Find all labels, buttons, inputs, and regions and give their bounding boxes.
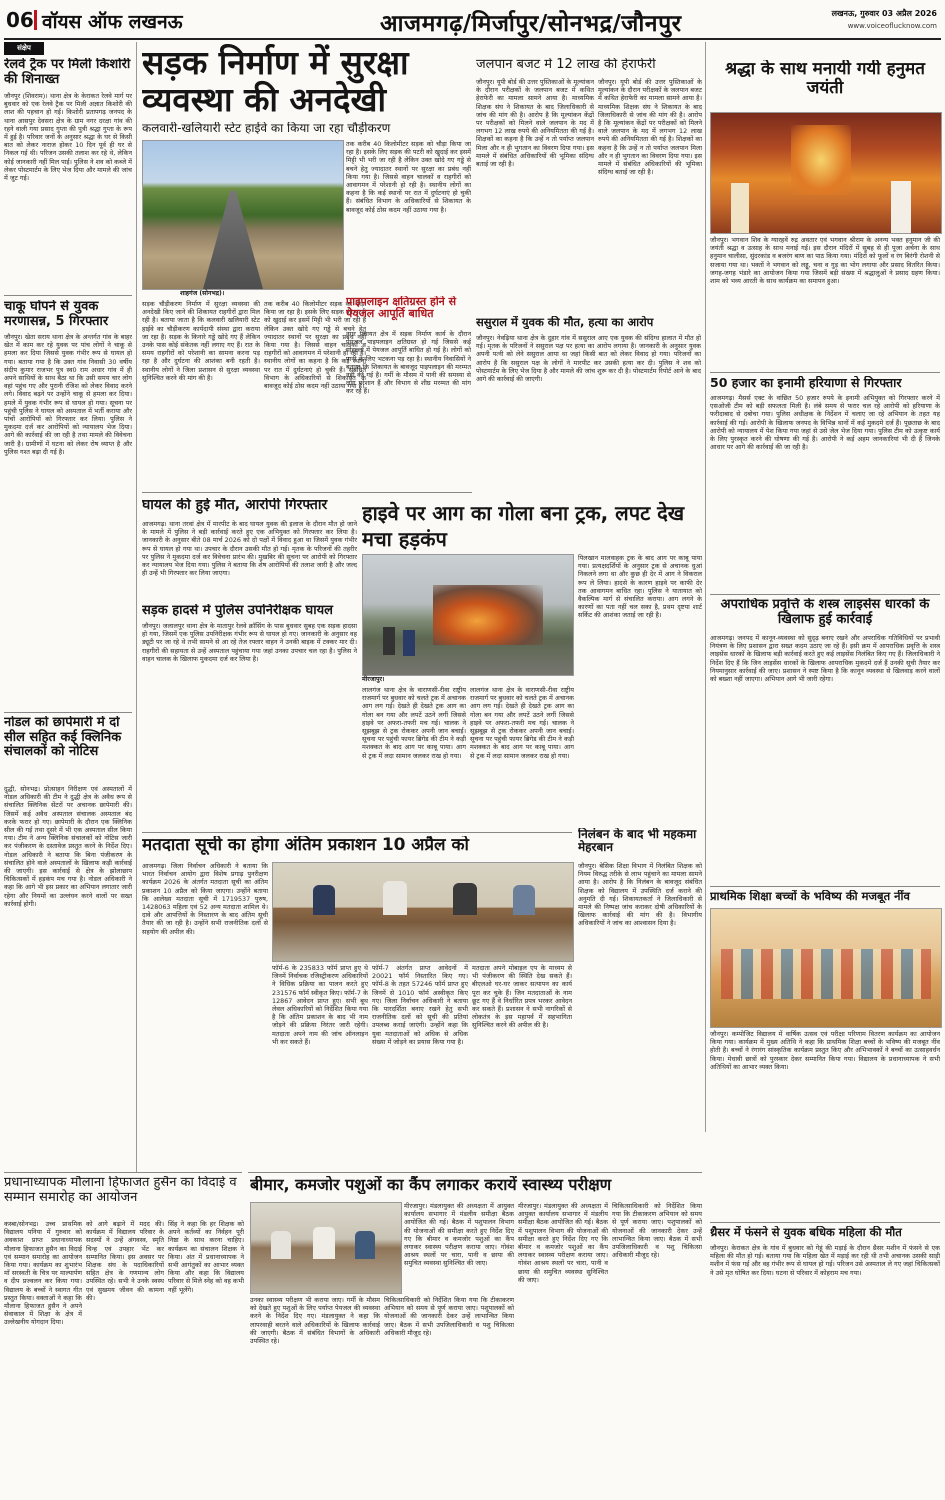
school-event-photo [710, 908, 942, 1028]
in-laws-text: जौनपुर। नेवढ़िया थाना क्षेत्र के दुहार गांव में ससुराल आए एक युवक की संदिग्ध हालात में मौत हो गई। मृतक के परिजनों ने ससुराल पक्ष पर हत्या का आरोप लगाया है। जानकारी के अनुसार युवक अपनी पत्नी को लेने ससुराल आया था जहां किसी बात को लेकर विवाद हो गया। परिजनों का आरोप है कि ससुराल पक्ष के लोगों ने मारपीट कर उसकी हत्या कर दी। पुलिस ने शव को पोस्टमार्टम के लिए भेज दिया है और मामले की जांच शुरू कर दी है। पोस्टमार्टम रिपोर्ट आने के बाद आगे की कार्रवाई की जाएगी। [476, 334, 701, 384]
dateline: लखनऊ, गुरुवार 03 अप्रैल 2026 [831, 9, 937, 18]
voter-headline: मतदाता सूची का होगा अंतिम प्रकाशन 10 अप्रैल को [142, 836, 469, 855]
hanuman-text: जौनपुर। भगवान शिव के ग्यारहवें रुद्र अवतार एवं भगवान श्रीराम के अनन्य भक्त हनुमान जी की जयंती श्रद्धा व उत्साह के साथ मनाई गई। इस दौरान मंदिरों में सुबह से ही पूजा अर्चना के साथ हनुमान चालीसा, सुंदरकांड व बजरंग बाण का पाठ किया गया। मंदिरों को फूलों व रंग बिरंगी रोशनी से सजाया गया था। भक्तों ने भगवान को लड्डू, चना व गुड़ का भोग लगाया और प्रसाद वितरित किया। जगह-जगह भंडारे का आयोजन किया गया जिसमें बड़ी संख्या में श्रद्धालुओं ने प्रसाद ग्रहण किया। शाम को भव्य आरती के साथ कार्यक्रम का समापन हुआ। [710, 236, 940, 286]
primary-education-text: जौनपुर। कम्पोजिट विद्यालय में वार्षिक उत्सव एवं परीक्षा परिणाम वितरण कार्यक्रम का आयोजन किया गया। कार्यक्रम में मुख्य अतिथि ने कहा कि प्राथमिक शिक्षा बच्चों के भविष्य की मजबूत नींव होती है। बच्चों ने रंगारंग सांस्कृतिक कार्यक्रम प्रस्तुत किए और अभिभावकों ने बच्चों का उत्साहवर्धन किया। मेधावी छात्रों को पुरस्कार देकर सम्मानित किया गया। विद्यालय के प्रधानाध्यापक ने सभी अतिथियों का आभार व्यक्त किया। [710, 1030, 940, 1071]
divider [142, 832, 572, 833]
divider [4, 295, 132, 296]
masthead-rule [4, 38, 941, 40]
vet-headline: बीमार, कमजोर पशुओं का कैंप लगाकर करायें स्वास्थ्य परीक्षण [250, 1176, 612, 1194]
budget-text-1: जौनपुर। यूपी बोर्ड की उत्तर पुस्तिकाओं के मूल्यांकन के दौरान परीक्षकों के जलपान बजट में कथित हेराफेरी का मामला सामने आया है। माध्यमिक शिक्षक संघ ने शिकायत के बाद जिलाधिकारी से जांच की मांग की है। आरोप है कि मूल्यांकन केंद्रों पर परीक्षकों को मिलने वाले जलपान के मद में लगभग 12 लाख रुपये की अनियमितता की गई है। शिक्षकों का कहना है कि उन्हें न तो पर्याप्त जलपान मिला और न ही भुगतान का विवरण दिया गया। इस मामले में संबंधित अधिकारियों की भूमिका संदिग्ध बताई जा रही है। [476, 78, 594, 169]
in-laws-headline: ससुराल में युवक की मौत, हत्या का आरोप [476, 316, 654, 329]
voter-text-2: फॉर्म-6 के 235833 फॉर्म प्राप्त हुए थे जिनमें निर्वाचक रजिस्ट्रीकरण अधिकारियों ने विधिक प्रक्रिया का पालन करते हुए 231576 फॉर्म स्वीकृत किए। फॉर्म-7 के 12867 आवेदन प्राप्त हुए। सभी बूथ लेवल अधिकारियों को निर्देशित किया गया है कि अंतिम प्रकाशन के बाद भी नाम जोड़ने की प्रक्रिया निरंतर जारी रहेगी। मतदाता अपने नाम की जांच ऑनलाइन भी कर सकते हैं। [272, 964, 368, 1046]
brief-headline-3: नोडल को छापेमारी में दो सील सहित कई क्लिनिक संचालकों को नोटिस [4, 716, 122, 760]
road-headline: सड़क निर्माण में सुरक्षा व्यवस्था की अनदेखी [142, 44, 409, 118]
region-title: आजमगढ़/मिर्जापुर/सोनभद्र/जौनपुर [380, 11, 682, 37]
voter-text-3: फॉर्म-7 अंतर्गत प्राप्त आवेदनों में 20021 फॉर्म निस्तारित किए गए। फॉर्म-8 के तहत 57246 फॉर्म प्राप्त हुए जिनमें से 1010 फॉर्म अस्वीकृत किए गए। जिला निर्वाचन अधिकारी ने बताया कि पारदर्शिता बनाए रखने हेतु सभी राजनीतिक दलों को सूची की प्रतियां उपलब्ध कराई जाएंगी। उन्होंने कहा कि युवा मतदाताओं को अधिक से अधिक संख्या में जोड़ने का प्रयास किया गया है। [372, 964, 468, 1046]
vet-text-4: मीरजापुर। मंडलायुक्त की अध्यक्षता में आयुक्त कार्यालय सभागार में मंडलीय समीक्षा बैठक आयोजित की गई। बैठक में पशुपालन विभाग की योजनाओं की समीक्षा करते हुए निर्देश दिए गए कि बीमार व कमजोर पशुओं का कैंप लगाकर स्वास्थ्य परीक्षण कराया जाए। गोवंश आश्रय स्थलों पर चारा, पानी व छाया की समुचित व्यवस्था सुनिश्चित की जाए। [518, 1202, 608, 1284]
primary-education-headline: प्राथमिक शिक्षा बच्चों के भविष्य की मजबूत नींव [710, 890, 910, 903]
voter-text-4: मतदाता अपने मोबाइल एप के माध्यम से भी पंजीकरण की स्थिति देख सकते हैं। बीएलओ घर-घर जाकर सत्यापन का कार्य पूरा कर चुके हैं। जिन मतदाताओं के नाम छूट गए हैं वे निर्धारित प्रपत्र भरकर आवेदन कर सकते हैं। प्रशासन ने सभी नागरिकों से लोकतंत्र के इस महापर्व में सहभागिता सुनिश्चित करने की अपील की है। [472, 964, 572, 1030]
brief-headline-1: रेलवे ट्रैक पर मिली किशोरी की शिनाख्त [4, 58, 131, 87]
accident-headline: सड़क हादसे में पुलिस उपनिरीक्षक घायल [142, 604, 333, 618]
farewell-text-1: कस्बा/सोनभद्र। उच्च प्राथमिक विद्यालय पनिया में गुरुवार को अवकाश प्राप्त प्रधानाध्यापक मौलाना हिफाजत हुसैन का विदाई एवं सम्मान समारोह का आयोजन किया गया। कार्यक्रम का शुभारंभ माँ सरस्वती के चित्र पर माल्यार्पण व दीप प्रज्वलन कर किया गया। विद्यालय के बच्चों ने स्वागत गीत प्रस्तुत किया। वक्ताओं ने कहा कि मौलाना हिफाजत हुसैन ने अपने सेवाकाल में शिक्षा के क्षेत्र में उल्लेखनीय योगदान दिया। [4, 1220, 82, 1327]
road-subhead: कलवारी-खलियारी स्टेट हाईवे का किया जा रहा चौड़ीकरण [142, 122, 391, 135]
vet-meeting-photo [250, 1202, 402, 1294]
divider [710, 886, 940, 887]
divider [248, 1172, 702, 1173]
page-number: 06 [6, 8, 34, 32]
hanuman-headline: श्रद्धा के साथ मनायी गयी हनुमत जयंती [725, 60, 925, 99]
farewell-text-2: को आगे बढ़ाने में मदद की। कार्यक्रम में विद्यालय परिवार के सदस्यों ने उन्हें अंगवस्त्र, स्मृति चिन्ह एवं उपहार भेंट कर सम्मानित किया। इस अवसर पर शिक्षक संघ के पदाधिकारियों सहित क्षेत्र के गणमान्य लोग उपस्थित रहे। सभी ने उनके स्वस्थ एवं सुखमय जीवन की कामना की। [86, 1220, 164, 1302]
voter-text-1: आजमगढ़। जिला निर्वाचन अधिकारी ने बताया कि भारत निर्वाचन आयोग द्वारा विशेष प्रगाढ़ पुनरीक्षण कार्यक्रम 2026 के अंतर्गत मतदाता सूची का अंतिम प्रकाशन 10 अप्रैल को किया जाएगा। उन्होंने बताया कि आलेख्य मतदाता सूची में 1719537 पुरुष, 1428063 महिला एवं 52 अन्य मतदाता शामिल थे। दावे और आपत्तियों के निस्तारण के बाद अंतिम सूची तैयार की जा रही है। उन्होंने सभी राजनीतिक दलों से सहयोग की अपील की। [142, 862, 268, 936]
thresher-text: जौनपुर। केराकत क्षेत्र के गांव में बुधवार को गेहूं की मड़ाई के दौरान थ्रैसर मशीन में फंसने से एक महिला की मौत हो गई। बताया गया कि महिला खेत में मड़ाई कर रही थी तभी अचानक उसकी साड़ी मशीन में फंस गई और वह गंभीर रूप से घायल हो गई। परिजन उसे अस्पताल ले गए जहां चिकित्सकों ने उसे मृत घोषित कर दिया। घटना से परिवार में कोहराम मच गया। [710, 1244, 940, 1277]
arms-license-text: आजमगढ़। जनपद में कानून-व्यवस्था को सुदृढ़ बनाए रखने और अपराधिक गतिविधियों पर प्रभावी नियंत्रण के लिए प्रशासन द्वारा सख्त कदम उठाए जा रहे हैं। इसी क्रम में आपराधिक प्रवृत्ति के शस्त्र लाइसेंस धारकों के खिलाफ बड़ी कार्रवाई करते हुए कई लाइसेंस निलंबित किए गए हैं। जिलाधिकारी ने निर्देश दिए हैं कि जिन लाइसेंस धारकों के खिलाफ आपराधिक मुकदमे दर्ज हैं उनकी सूची तैयार कर नियमानुसार कार्रवाई की जाए। प्रशासन ने स्पष्ट किया है कि कानून व्यवस्था से खिलवाड़ करने वालों को बख्शा नहीं जाएगा। अभियान आगे भी जारी रहेगा। [710, 634, 940, 684]
suspension-headline: निलंबन के बाद भी महकमा मेहरबान [578, 828, 697, 855]
fire-text-3: पिलखान मालवाहक ट्रक के बाद आग पर काबू पाया गया। प्रत्यक्षदर्शियों के अनुसार ट्रक से अचानक धुआं निकलने लगा था और कुछ ही देर में आग ने विकराल रूप ले लिया। हादसे के कारण हाइवे पर काफी देर तक आवागमन बाधित रहा। पुलिस ने यातायात को वैकल्पिक मार्ग से संचालित कराया। आग लगने के कारणों का पता नहीं चल सका है, प्रथम दृष्टया शार्ट सर्किट की आशंका जताई जा रही है। [578, 554, 702, 620]
brief-text-2: जौनपुर। खेता सराय थाना क्षेत्र के अन्तर्गत गांव के बाहर खेत में काम कर रहे युवक पर पांच लोगों ने चाकू से हमला कर दिया जिससे युवक गंभीर रूप से घायल हो गया। बताया गया है कि उक्त गांव निवासी 30 वर्षीय संदीप कुमार राजभर पुत्र स्व0 राम अधार गांव में ही अपने साथियों के साथ बैठा था कि उसी समय चार लोग वहां पहुंच गए और पुरानी रंजिश को लेकर विवाद करने लगे। विवाद बढ़ने पर उन्होंने चाकू से हमला कर दिया। हमले में युवक गंभीर रूप से घायल हो गया। सूचना पर पहुंची पुलिस ने घायल को अस्पताल में भर्ती कराया और पांचों आरोपियों को गिरफ्तार कर लिया। पुलिस ने मुकदमा दर्ज कर आरोपियों को न्यायालय भेज दिया। आगे की कार्रवाई की जा रही है तथा मामले की विवेचना जारी है। ग्रामीणों में घटना को लेकर रोष व्याप्त है और पुलिस गश्त बढ़ा दी गई है। [4, 333, 132, 456]
hanuman-photo [710, 112, 942, 234]
brief-headline-2: चाकू घोंपने से युवक मरणासन्न, 5 गिरफ्तार [4, 300, 109, 329]
vet-text-5: चिकित्साधिकारी को निर्देशित किया गया कि टीकाकरण अभियान को समय से पूर्ण कराया जाए। पशुपालकों को योजनाओं की जानकारी देकर उन्हें लाभान्वित किया जाए। बैठक में सभी उपजिलाधिकारी व पशु चिकित्सा अधिकारी मौजूद रहे। [612, 1202, 702, 1260]
farewell-text-3: सिंह ने कहा कि हर शिक्षक को अपने कर्तव्यों का निर्वहन पूरी निष्ठा के साथ करना चाहिए। कार्यक्रम का संचालन शिक्षक ने किया। अंत में प्रधानाध्यापक ने सभी आगंतुकों का आभार व्यक्त किया और कहा कि विद्यालय परिवार से मिले स्नेह को वह कभी नहीं भूलेंगे। [168, 1220, 244, 1294]
suspension-text: जौनपुर। बेसिक शिक्षा विभाग में निलंबित शिक्षक को नियम विरुद्ध तरीके से लाभ पहुंचाने का मामला सामने आया है। आरोप है कि निलंबन के बावजूद संबंधित शिक्षक को विद्यालय में उपस्थिति दर्ज कराने की अनुमति दी गई। शिकायतकर्ता ने जिलाधिकारी से मामले की निष्पक्ष जांच कराकर दोषी अधिकारियों के खिलाफ कार्रवाई की मांग की है। विभागीय अधिकारियों ने जांच का आश्वासन दिया है। [578, 862, 702, 928]
fire-photo-caption: मीरजापुर। [362, 676, 385, 683]
pipeline-headline: पाइपलाइन क्षतिग्रस्त होने से पेयजल आपूर्ति बाधित [346, 296, 457, 321]
brief-text-3: दुद्धी, सोनभद्र। प्रोत्साहन निरीक्षण एवं अस्पतालों में नोडल अधिकारी की टीम ने दुद्धी क्षेत्र के अवैध रूप से संचालित क्लिनिक सेंटरों पर अचानक छापेमारी की। जिसमें कई अवैध अस्पताल संचालक अस्पताल बंद करके फरार हो गए। छापेमारी के दौरान एक क्लिनिक सील की गई तथा दूसरे में भी एक अस्पताल सील किया गया। टीम ने अन्य क्लिनिक संचालकों को नोटिस जारी कर पंजीकरण के दस्तावेज प्रस्तुत करने के निर्देश दिए। नोडल अधिकारी ने बताया कि बिना पंजीकरण के संचालित होने वाले अस्पतालों के खिलाफ कड़ी कार्रवाई की जाएगी। इस कार्रवाई से क्षेत्र के झोलाछाप चिकित्सकों में हड़कंप मच गया है। नोडल अधिकारी ने कहा कि आगे भी इस प्रकार का अभियान लगातार जारी रहेगा और नियमों का उल्लंघन करने वालों पर सख्त कार्रवाई होगी। [4, 785, 132, 908]
budget-text-2: जौनपुर। यूपी बोर्ड की उत्तर पुस्तिकाओं के मूल्यांकन के दौरान परीक्षकों के जलपान बजट में कथित हेराफेरी का मामला सामने आया है। माध्यमिक शिक्षक संघ ने शिकायत के बाद जिलाधिकारी से जांच की मांग की है। आरोप है कि मूल्यांकन केंद्रों पर परीक्षकों को मिलने वाले जलपान के मद में लगभग 12 लाख रुपये की अनियमितता की गई है। शिक्षकों का कहना है कि उन्हें न तो पर्याप्त जलपान मिला और न ही भुगतान का विवरण दिया गया। इस मामले में संबंधित अधिकारियों की भूमिका संदिग्ध बताई जा रही है। [598, 78, 702, 177]
injured-death-headline: घायल की हुई मौत, आरोपी गिरफ्तार [142, 498, 328, 513]
road-text-2: तक करीब 40 किलोमीटर सड़क को चौड़ा किया जा रहा है। इसके लिए सड़क की पटरी को खुदाई कर इसमें मिट्टी भी भरी जा रही है लेकिन उक्त खोदे गए गड्ढे से बचने हेतु ज्यादातर स्थानों पर सुरक्षा का प्रबंध नहीं किया गया है। जिससे वाहन चालकों व राहगीरों को आवागमन में परेशानी हो रही है। स्थानीय लोगों का कहना है कि कई स्थानों पर रात में दुर्घटनाएं हो चुकी हैं। संबंधित विभाग के अधिकारियों से शिकायत के बावजूद कोई ठोस कदम नहीं उठाया गया है। [264, 300, 366, 391]
divider [710, 1222, 940, 1223]
fire-headline: हाइवे पर आग का गोला बना ट्रक, लपट देख मचा हड़कंप [362, 501, 685, 551]
reward-arrest-text: आजमगढ़। मैसर्स एक्ट के वांछित 50 हजार रुपये के इनामी अभियुक्त को गिरफ्तार करने में एसओजी टीम को बड़ी सफलता मिली है। लंबे समय से फरार चल रहे आरोपी को हरियाणा के फरीदाबाद से दबोचा गया। पुलिस अधीक्षक के निर्देशन में चलाए जा रहे अभियान के तहत यह कार्रवाई की गई। आरोपी के खिलाफ जनपद के विभिन्न थानों में कई मुकदमे दर्ज हैं। पूछताछ के बाद आरोपी को न्यायालय में पेश किया गया जहां से उसे जेल भेज दिया गया। पुलिस टीम को उत्कृष्ट कार्य के लिए पुरस्कृत करने की घोषणा की गई है। आरोपी ने कई अहम जानकारियां भी दी हैं जिनके आधार पर आगे की कार्रवाई की जा रही है। [710, 394, 940, 452]
briefs-label [4, 42, 44, 55]
vet-text-2: उनका स्वास्थ्य परीक्षण भी कराया जाए। गर्मी के मौसम को देखते हुए पशुओं के लिए पर्याप्त पेयजल की व्यवस्था करने के निर्देश दिए गए। मंडलायुक्त ने कहा कि लापरवाही बरतने वाले अधिकारियों के खिलाफ कार्रवाई की जाएगी। बैठक में संबंधित विभागों के अधिकारी उपस्थित रहे। [250, 1296, 380, 1346]
road-photo-caption: शाहगंज (सोनभद्र)। [180, 290, 225, 297]
column-rule [136, 42, 137, 1172]
vet-text-3: चिकित्साधिकारी को निर्देशित किया गया कि टीकाकरण अभियान को समय से पूर्ण कराया जाए। पशुपालकों को योजनाओं की जानकारी देकर उन्हें लाभान्वित किया जाए। बैठक में सभी उपजिलाधिकारी व पशु चिकित्सा अधिकारी मौजूद रहे। [384, 1296, 514, 1337]
column-rule [705, 42, 706, 1132]
briefs-label-text: संक्षेप [17, 44, 31, 52]
voter-meeting-photo [272, 862, 574, 962]
divider [710, 372, 940, 373]
farewell-headline: प्रधानाध्यापक मौलाना हिफाजत हुसैन का विदाई व सम्मान समारोह का आयोजन [4, 1176, 237, 1205]
road-text-1: सड़क चौड़ीकरण निर्माण में सुरक्षा व्यवस्था की अनदेखी किए जाने की शिकायत राहगीरों द्वारा मिल रही है। बताया जाता है कि कलवारी खलियारी स्टेट हाईवे का चौड़ीकरण कार्यदायी संस्था द्वारा कराया जा रहा है। सड़क के किनारे गड्ढे खोदे गए हैं लेकिन उनके पास कोई संकेतक नहीं लगाए गए हैं। रात के समय राहगीरों को परेशानी का सामना करना पड़ रहा है और दुर्घटना की आशंका बनी रहती है। स्थानीय लोगों ने जिला प्रशासन से सुरक्षा व्यवस्था सुनिश्चित करने की मांग की है। [142, 300, 260, 382]
pipeline-text: नगर पंचायत क्षेत्र में सड़क निर्माण कार्य के दौरान पेयजल पाइपलाइन क्षतिग्रस्त हो गई जिससे कई मोहल्लों में पेयजल आपूर्ति बाधित हो गई है। लोगों को पानी के लिए भटकना पड़ रहा है। स्थानीय निवासियों ने बताया कि शिकायत के बावजूद पाइपलाइन की मरम्मत नहीं की गई है। गर्मी के मौसम में पानी की समस्या से लोग परेशान हैं और विभाग से शीघ्र मरम्मत की मांग कर रहे हैं। [346, 330, 471, 396]
fire-text-2: लालगंज थाना क्षेत्र के वाराणसी-रीवा राष्ट्रीय राजमार्ग पर बुधवार को चलते ट्रक में अचानक आग लग गई। देखते ही देखते ट्रक आग का गोला बन गया और लपटें उठने लगीं जिससे हाइवे पर अफरा-तफरी मच गई। चालक ने सूझबूझ से ट्रक रोककर अपनी जान बचाई। सूचना पर पहुंची फायर ब्रिगेड की टीम ने कड़ी मशक्कत के बाद आग पर काबू पाया। आग से ट्रक में लदा सामान जलकर राख हो गया। [470, 686, 574, 760]
arms-license-headline: अपराधिक प्रवृत्ति के शस्त्र लाइसेंस धारकों के खिलाफ हुई कार्रवाई [720, 598, 930, 627]
divider [4, 1172, 242, 1173]
budget-headline: जलपान बजट में 12 लाख की हेराफेरी [476, 58, 656, 72]
divider [142, 492, 472, 493]
injured-death-text: आजमगढ़। थाना तरवां क्षेत्र में मारपीट के बाद घायल युवक की इलाज के दौरान मौत हो जाने के मामले में पुलिस ने बड़ी कार्रवाई करते हुए एक अभियुक्त को गिरफ्तार कर लिया है। जानकारी के अनुसार बीते 08 मार्च 2026 को दो पक्षों में विवाद हुआ था जिसमें युवक गंभीर रूप से घायल हो गया था। उपचार के दौरान उसकी मौत हो गई। मृतक के परिजनों की तहरीर पर पुलिस ने मुकदमा दर्ज कर विवेचना प्रारंभ की। मुखबिर की सूचना पर आरोपी को गिरफ्तार कर न्यायालय भेज दिया गया। पुलिस ने बताया कि शेष आरोपियों की तलाश जारी है और जल्द ही उन्हें भी गिरफ्तार कर लिया जाएगा। [142, 520, 357, 578]
vet-text-1: मीरजापुर। मंडलायुक्त की अध्यक्षता में आयुक्त कार्यालय सभागार में मंडलीय समीक्षा बैठक आयोजित की गई। बैठक में पशुपालन विभाग की योजनाओं की समीक्षा करते हुए निर्देश दिए गए कि बीमार व कमजोर पशुओं का कैंप लगाकर स्वास्थ्य परीक्षण कराया जाए। गोवंश आश्रय स्थलों पर चारा, पानी व छाया की समुचित व्यवस्था सुनिश्चित की जाए। [404, 1202, 514, 1268]
fire-text-1: लालगंज थाना क्षेत्र के वाराणसी-रीवा राष्ट्रीय राजमार्ग पर बुधवार को चलते ट्रक में अचानक आग लग गई। देखते ही देखते ट्रक आग का गोला बन गया और लपटें उठने लगीं जिससे हाइवे पर अफरा-तफरी मच गई। चालक ने सूझबूझ से ट्रक रोककर अपनी जान बचाई। सूचना पर पहुंची फायर ब्रिगेड की टीम ने कड़ी मशक्कत के बाद आग पर काबू पाया। आग से ट्रक में लदा सामान जलकर राख हो गया। [362, 686, 466, 760]
accident-text: जौनपुर। जलालपुर थाना क्षेत्र के मातापुर रेलवे क्रॉसिंग के पास बुधवार सुबह एक सड़क हादसा हो गया, जिसमें एक पुलिस उपनिरीक्षक गंभीर रूप से घायल हो गए। जानकारी के अनुसार वह ड्यूटी पर जा रहे थे तभी सामने से आ रहे तेज रफ्तार वाहन ने उनकी बाइक में टक्कर मार दी। राहगीरों की सहायता से उन्हें अस्पताल पहुंचाया गया जहां उनका उपचार चल रहा है। पुलिस ने वाहन चालक के खिलाफ मुकदमा दर्ज कर लिया है। [142, 622, 357, 663]
masthead [0, 0, 945, 40]
road-photo [142, 140, 344, 290]
thresher-headline: थ्रैसर में फंसने से युवक बधिक महिला की मौत [710, 1226, 902, 1239]
road-text-3: तक करीब 40 किलोमीटर सड़क को चौड़ा किया जा रहा है। इसके लिए सड़क की पटरी को खुदाई कर इसमें मिट्टी भी भरी जा रही है लेकिन उक्त खोदे गए गड्ढे से बचने हेतु ज्यादातर स्थानों पर सुरक्षा का प्रबंध नहीं किया गया है। जिससे वाहन चालकों व राहगीरों को आवागमन में परेशानी हो रही है। स्थानीय लोगों का कहना है कि कई स्थानों पर रात में दुर्घटनाएं हो चुकी हैं। संबंधित विभाग के अधिकारियों से शिकायत के बावजूद कोई ठोस कदम नहीं उठाया गया है। [346, 140, 471, 214]
website: www.voiceoflucknow.com [847, 22, 937, 30]
brief-text-1: जौनपुर (शिवराम)। थाना क्षेत्र के केराकत रेलवे मार्ग पर बुधवार को एक रेलवे ट्रैक पर मिली अज्ञात किशोरी की लाश की पहचान हो गई। किशोरी प्रतापगढ़ जनपद के थाना आसपुर देवसरा क्षेत्र के ग्राम नगर दरक्षा गांव की रहने वाली गया प्रसाद गुप्ता की पुत्री श्रद्धा गुप्ता के रूप में हुई है। परिवार जनों के अनुसार श्रद्धा के घर से किसी बात को लेकर नाराज होकर 10 दिन पूर्व ही घर से निकल गई थी। परिजन उसकी तलाश कर रहे थे, लेकिन कोई जानकारी नहीं मिल पाई। पुलिस ने शव को कब्जे में लेकर पोस्टमार्टम के लिए भेज दिया और मामले की जांच में जुट गई। [4, 92, 132, 183]
divider [4, 712, 132, 713]
reward-arrest-headline: 50 हजार का इनामी हरियाणा से गिरफ्तार [710, 376, 902, 390]
brand-name: वॉयस ऑफ लखनऊ [42, 11, 183, 33]
page-number-bar [34, 10, 37, 30]
divider [710, 594, 940, 595]
truck-fire-photo [362, 554, 574, 676]
